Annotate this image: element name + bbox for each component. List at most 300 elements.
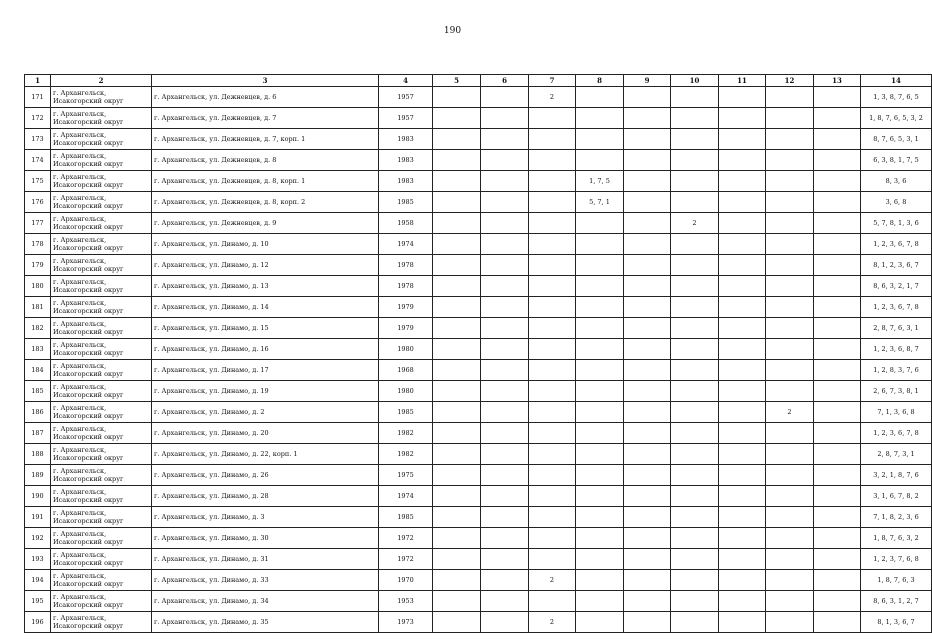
col5-cell [433,402,481,423]
col10-cell [671,444,719,465]
col5-cell [433,423,481,444]
col11-cell [719,318,766,339]
address-cell: г. Архангельск, ул. Динамо, д. 28 [152,486,379,507]
table-row [25,297,932,318]
col14-cell: 8, 6, 3, 1, 2, 7 [861,591,932,612]
col7-cell [529,528,576,549]
col6-cell [481,570,529,591]
col7-cell [529,486,576,507]
year-cell: 1978 [379,276,433,297]
district-cell: г. Архангельск, Исакогорский округ [51,129,152,150]
row-number: 182 [25,318,51,339]
col11-cell [719,339,766,360]
col6-cell [481,234,529,255]
col8-cell [576,129,624,150]
address-cell: г. Архангельск, ул. Динамо, д. 12 [152,255,379,276]
col9-cell [624,465,671,486]
col12-cell [766,297,814,318]
table-row [25,129,932,150]
col12-cell [766,444,814,465]
district-cell: г. Архангельск, Исакогорский округ [51,486,152,507]
row-number: 194 [25,570,51,591]
col9-cell [624,255,671,276]
col11-cell [719,507,766,528]
col9-cell [624,339,671,360]
col6-cell [481,612,529,633]
col6-cell [481,423,529,444]
col5-cell [433,108,481,129]
address-cell: г. Архангельск, ул. Динамо, д. 16 [152,339,379,360]
col11-cell [719,549,766,570]
year-cell: 1980 [379,339,433,360]
col10-cell [671,87,719,108]
address-cell: г. Архангельск, ул. Дежневцев, д. 6 [152,87,379,108]
col12-cell [766,528,814,549]
col13-cell [814,591,861,612]
year-cell: 1985 [379,192,433,213]
column-header-8: 8 [576,75,624,87]
row-number: 183 [25,339,51,360]
col13-cell [814,318,861,339]
year-cell: 1985 [379,402,433,423]
table-row [25,171,932,192]
col6-cell [481,549,529,570]
table-row [25,150,932,171]
col8-cell [576,297,624,318]
year-cell: 1978 [379,255,433,276]
col10-cell [671,570,719,591]
address-cell: г. Архангельск, ул. Динамо, д. 20 [152,423,379,444]
col10-cell [671,381,719,402]
col5-cell [433,360,481,381]
address-cell: г. Архангельск, ул. Дежневцев, д. 8, корп. 2 [152,192,379,213]
col11-cell [719,192,766,213]
col8-cell [576,255,624,276]
col7-cell [529,213,576,234]
address-cell: г. Архангельск, ул. Динамо, д. 35 [152,612,379,633]
col14-cell: 6, 3, 8, 1, 7, 5 [861,150,932,171]
col10-cell [671,507,719,528]
col8-cell [576,423,624,444]
col9-cell [624,549,671,570]
col13-cell [814,213,861,234]
col7-cell [529,507,576,528]
address-cell: г. Архангельск, ул. Динамо, д. 22, корп. 1 [152,444,379,465]
year-cell: 1957 [379,108,433,129]
col11-cell [719,255,766,276]
col10-cell [671,591,719,612]
col8-cell [576,444,624,465]
col12-cell [766,171,814,192]
col13-cell [814,339,861,360]
year-cell: 1972 [379,549,433,570]
row-number: 171 [25,87,51,108]
col8-cell [576,507,624,528]
col14-cell: 2, 8, 7, 3, 1 [861,444,932,465]
row-number: 190 [25,486,51,507]
table-row [25,87,932,108]
district-cell: г. Архангельск, Исакогорский округ [51,339,152,360]
col9-cell [624,129,671,150]
col6-cell [481,444,529,465]
row-number: 193 [25,549,51,570]
col13-cell [814,192,861,213]
address-cell: г. Архангельск, ул. Динамо, д. 26 [152,465,379,486]
col5-cell [433,129,481,150]
column-header-1: 1 [25,75,51,87]
table-row [25,255,932,276]
district-cell: г. Архангельск, Исакогорский округ [51,255,152,276]
col9-cell [624,213,671,234]
col9-cell [624,297,671,318]
year-cell: 1970 [379,570,433,591]
col11-cell [719,150,766,171]
col12-cell [766,255,814,276]
col8-cell [576,234,624,255]
address-cell: г. Архангельск, ул. Динамо, д. 33 [152,570,379,591]
col7-cell [529,318,576,339]
col7-cell [529,171,576,192]
column-header-5: 5 [433,75,481,87]
row-number: 189 [25,465,51,486]
col14-cell: 8, 7, 6, 5, 3, 1 [861,129,932,150]
district-cell: г. Архангельск, Исакогорский округ [51,276,152,297]
col5-cell [433,612,481,633]
col12-cell [766,612,814,633]
col6-cell [481,465,529,486]
col13-cell [814,150,861,171]
row-number: 191 [25,507,51,528]
col9-cell [624,87,671,108]
col13-cell [814,570,861,591]
district-cell: г. Архангельск, Исакогорский округ [51,570,152,591]
col9-cell [624,528,671,549]
col6-cell [481,192,529,213]
col10-cell [671,423,719,444]
col9-cell [624,591,671,612]
col11-cell [719,129,766,150]
col9-cell [624,108,671,129]
col9-cell [624,234,671,255]
col13-cell [814,171,861,192]
col8-cell [576,612,624,633]
col8-cell [576,381,624,402]
col14-cell: 1, 2, 3, 6, 7, 8 [861,297,932,318]
column-header-11: 11 [719,75,766,87]
address-cell: г. Архангельск, ул. Дежневцев, д. 9 [152,213,379,234]
row-number: 176 [25,192,51,213]
col11-cell [719,108,766,129]
address-cell: г. Архангельск, ул. Динамо, д. 10 [152,234,379,255]
col7-cell: 2 [529,87,576,108]
row-number: 181 [25,297,51,318]
district-cell: г. Архангельск, Исакогорский округ [51,192,152,213]
col5-cell [433,507,481,528]
year-cell: 1985 [379,507,433,528]
col5-cell [433,570,481,591]
table-row [25,549,932,570]
address-cell: г. Архангельск, ул. Динамо, д. 17 [152,360,379,381]
col10-cell [671,549,719,570]
col13-cell [814,297,861,318]
col5-cell [433,297,481,318]
address-cell: г. Архангельск, ул. Динамо, д. 2 [152,402,379,423]
register-table [24,74,932,633]
col9-cell [624,507,671,528]
col14-cell: 3, 2, 1, 8, 7, 6 [861,465,932,486]
table-row [25,234,932,255]
col13-cell [814,87,861,108]
col14-cell: 1, 8, 7, 6, 5, 3, 2 [861,108,932,129]
col14-cell: 2, 6, 7, 3, 8, 1 [861,381,932,402]
col8-cell [576,150,624,171]
district-cell: г. Архангельск, Исакогорский округ [51,213,152,234]
col6-cell [481,591,529,612]
district-cell: г. Архангельск, Исакогорский округ [51,612,152,633]
col12-cell [766,507,814,528]
district-cell: г. Архангельск, Исакогорский округ [51,381,152,402]
col12-cell [766,150,814,171]
col11-cell [719,381,766,402]
col7-cell [529,444,576,465]
address-cell: г. Архангельск, ул. Динамо, д. 19 [152,381,379,402]
col14-cell: 3, 1, 6, 7, 8, 2 [861,486,932,507]
year-cell: 1983 [379,150,433,171]
district-cell: г. Архангельск, Исакогорский округ [51,360,152,381]
col9-cell [624,381,671,402]
col14-cell: 8, 3, 6 [861,171,932,192]
row-number: 192 [25,528,51,549]
page-number: 190 [443,26,462,36]
col8-cell [576,591,624,612]
col12-cell [766,465,814,486]
row-number: 186 [25,402,51,423]
col11-cell [719,234,766,255]
col14-cell: 3, 6, 8 [861,192,932,213]
col6-cell [481,297,529,318]
col10-cell [671,255,719,276]
col10-cell [671,402,719,423]
col12-cell [766,339,814,360]
col9-cell [624,171,671,192]
col5-cell [433,171,481,192]
col14-cell: 7, 1, 8, 2, 3, 6 [861,507,932,528]
col8-cell [576,528,624,549]
col9-cell [624,444,671,465]
district-cell: г. Архангельск, Исакогорский округ [51,465,152,486]
col6-cell [481,486,529,507]
district-cell: г. Архангельск, Исакогорский округ [51,402,152,423]
col13-cell [814,234,861,255]
address-cell: г. Архангельск, ул. Динамо, д. 3 [152,507,379,528]
row-number: 187 [25,423,51,444]
col10-cell [671,318,719,339]
district-cell: г. Архангельск, Исакогорский округ [51,171,152,192]
address-cell: г. Архангельск, ул. Динамо, д. 14 [152,297,379,318]
col6-cell [481,402,529,423]
col12-cell [766,570,814,591]
col7-cell [529,255,576,276]
year-cell: 1975 [379,465,433,486]
row-number: 179 [25,255,51,276]
col10-cell [671,276,719,297]
col7-cell [529,591,576,612]
col7-cell [529,192,576,213]
col12-cell [766,549,814,570]
col5-cell [433,486,481,507]
col12-cell [766,192,814,213]
col11-cell [719,486,766,507]
col12-cell [766,87,814,108]
col11-cell [719,528,766,549]
col14-cell: 1, 2, 3, 6, 8, 7 [861,339,932,360]
col5-cell [433,318,481,339]
col10-cell [671,297,719,318]
col9-cell [624,486,671,507]
col7-cell [529,360,576,381]
col10-cell [671,486,719,507]
table-row [25,108,932,129]
column-header-13: 13 [814,75,861,87]
col7-cell [529,276,576,297]
col8-cell [576,108,624,129]
column-header-14: 14 [861,75,932,87]
col14-cell: 5, 7, 8, 1, 3, 6 [861,213,932,234]
col12-cell [766,234,814,255]
col13-cell [814,528,861,549]
col11-cell [719,297,766,318]
district-cell: г. Архангельск, Исакогорский округ [51,234,152,255]
col12-cell [766,213,814,234]
address-cell: г. Архангельск, ул. Динамо, д. 30 [152,528,379,549]
table-row [25,612,932,633]
col14-cell: 1, 2, 8, 3, 7, 6 [861,360,932,381]
year-cell: 1957 [379,87,433,108]
col7-cell [529,108,576,129]
col9-cell [624,402,671,423]
col5-cell [433,255,481,276]
year-cell: 1974 [379,234,433,255]
col7-cell: 2 [529,570,576,591]
col6-cell [481,171,529,192]
col13-cell [814,444,861,465]
row-number: 175 [25,171,51,192]
col13-cell [814,486,861,507]
col5-cell [433,234,481,255]
col5-cell [433,381,481,402]
col13-cell [814,381,861,402]
table-row [25,402,932,423]
col9-cell [624,150,671,171]
column-header-10: 10 [671,75,719,87]
table-row [25,381,932,402]
col11-cell [719,276,766,297]
col12-cell [766,591,814,612]
col8-cell [576,402,624,423]
district-cell: г. Архангельск, Исакогорский округ [51,591,152,612]
row-number: 196 [25,612,51,633]
col13-cell [814,549,861,570]
district-cell: г. Архангельск, Исакогорский округ [51,423,152,444]
col5-cell [433,192,481,213]
col8-cell: 1, 7, 5 [576,171,624,192]
col5-cell [433,339,481,360]
row-number: 185 [25,381,51,402]
col13-cell [814,402,861,423]
col8-cell [576,318,624,339]
col10-cell [671,192,719,213]
col11-cell [719,570,766,591]
district-cell: г. Архангельск, Исакогорский округ [51,318,152,339]
address-cell: г. Архангельск, ул. Дежневцев, д. 7 [152,108,379,129]
table-row [25,507,932,528]
col12-cell [766,423,814,444]
col9-cell [624,360,671,381]
col8-cell [576,339,624,360]
row-number: 178 [25,234,51,255]
address-cell: г. Архангельск, ул. Динамо, д. 34 [152,591,379,612]
col11-cell [719,423,766,444]
col9-cell [624,276,671,297]
row-number: 177 [25,213,51,234]
col5-cell [433,150,481,171]
col7-cell [529,381,576,402]
col5-cell [433,87,481,108]
col9-cell [624,570,671,591]
col10-cell [671,360,719,381]
col7-cell [529,129,576,150]
year-cell: 1972 [379,528,433,549]
col12-cell [766,318,814,339]
col12-cell [766,108,814,129]
table-row [25,444,932,465]
col8-cell [576,276,624,297]
address-cell: г. Архангельск, ул. Динамо, д. 31 [152,549,379,570]
col10-cell [671,465,719,486]
table-row [25,276,932,297]
row-number: 184 [25,360,51,381]
col6-cell [481,360,529,381]
row-number: 174 [25,150,51,171]
col14-cell: 8, 1, 2, 3, 6, 7 [861,255,932,276]
table-body [25,87,932,633]
col13-cell [814,276,861,297]
table-row [25,360,932,381]
col10-cell [671,108,719,129]
col9-cell [624,423,671,444]
col10-cell [671,234,719,255]
table-row [25,423,932,444]
col5-cell [433,276,481,297]
address-cell: г. Архангельск, ул. Динамо, д. 13 [152,276,379,297]
col14-cell: 1, 8, 7, 6, 3 [861,570,932,591]
col13-cell [814,129,861,150]
col10-cell [671,612,719,633]
row-number: 188 [25,444,51,465]
col14-cell: 1, 8, 7, 6, 3, 2 [861,528,932,549]
col10-cell [671,528,719,549]
col7-cell [529,234,576,255]
header-row [25,75,932,87]
col7-cell [529,402,576,423]
col13-cell [814,507,861,528]
col10-cell [671,339,719,360]
col6-cell [481,108,529,129]
col11-cell [719,87,766,108]
col14-cell: 8, 6, 3, 2, 1, 7 [861,276,932,297]
col8-cell [576,486,624,507]
col6-cell [481,507,529,528]
